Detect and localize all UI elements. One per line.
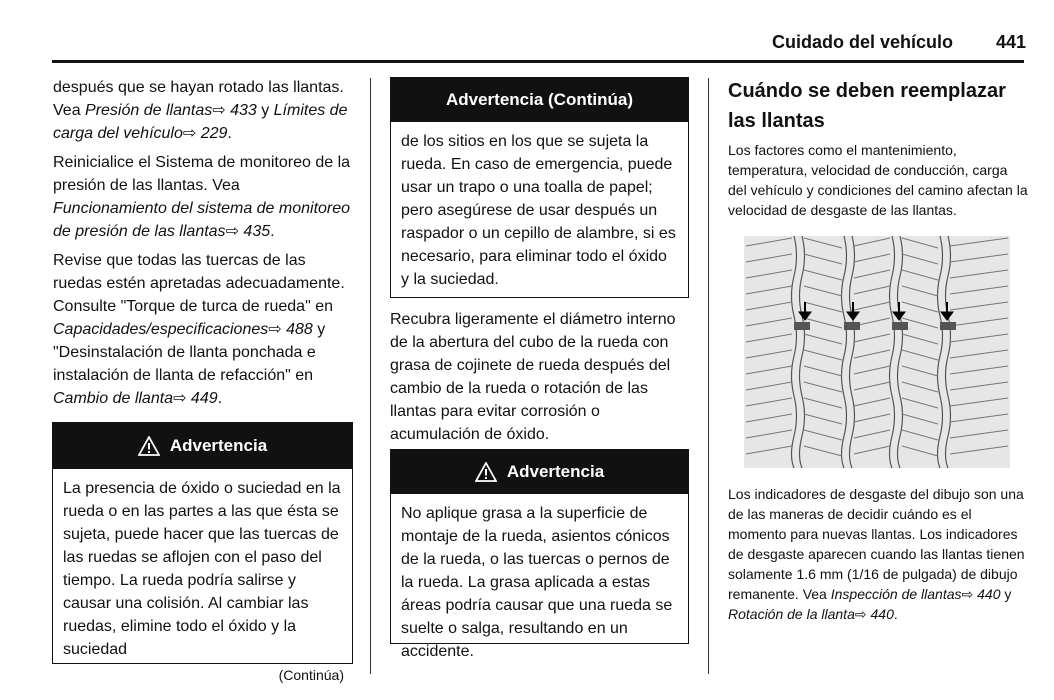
warning-title: Advertencia — [169, 436, 268, 455]
page-ref: 440 — [973, 586, 1001, 602]
warning-triangle-icon — [475, 462, 497, 482]
link-tpms-operation[interactable]: Funcionamiento del sistema de monitoreo de presión de las llantas — [53, 200, 351, 240]
arrow-right-icon: ⇨ — [173, 390, 187, 407]
arrow-right-icon: ⇨ — [212, 102, 226, 119]
page-ref: 488 — [281, 321, 313, 338]
tread-wear-indicator-illustration — [744, 236, 1010, 468]
warning-box-2 — [390, 449, 689, 660]
text: Revise que todas las tuercas de las ruedas estén apretadas adecuadamente. Consulte "Torque de turca de rueda" en — [53, 252, 345, 315]
warning-title: Advertencia — [506, 462, 605, 481]
section-title: Cuidado del vehículo — [772, 32, 954, 52]
page-ref: 435 — [238, 223, 271, 240]
warning-header — [391, 78, 688, 122]
paragraph-grease: Recubra ligeramente el diámetro interno de la abertura del cubo de la rueda con grasa de cojinete de rueda después del cambio de la rueda o rotación de las llantas para evitar corrosión o acumulación de óxido. — [390, 311, 676, 443]
column-3 — [728, 76, 1028, 226]
paragraph-rotation — [53, 76, 355, 145]
continues-label: (Continúa) — [278, 667, 344, 683]
text: . — [217, 390, 223, 407]
warning-triangle-icon — [138, 436, 160, 456]
paragraph-wear-indicators — [728, 484, 1028, 624]
text: y "Desinstalación de llanta ponchada e instalación de llanta de refacción" en — [53, 321, 326, 384]
header-rule — [52, 60, 1024, 63]
link-tire-inspection[interactable]: Inspección de llantas — [830, 586, 962, 602]
warning-header — [391, 450, 688, 494]
text: Los indicadores de desgaste del dibujo son una de las maneras de decidir cuándo es el momento para nuevas llantas. Los indicadores de desgaste aparecen cuando las llantas tienen solamente 1.6 mm (1/16 de pulgada) de dibujo remanente. Vea — [728, 486, 1025, 602]
arrow-right-icon: ⇨ — [268, 321, 282, 338]
text: Reinicialice el Sistema de monitoreo de la presión de las llantas. Vea — [53, 154, 351, 194]
link-tire-rotation[interactable]: Rotación de la llanta — [728, 606, 855, 622]
arrow-right-icon: ⇨ — [182, 125, 197, 142]
text: . — [270, 223, 275, 240]
arrow-right-icon: ⇨ — [961, 586, 974, 602]
column-divider-1 — [370, 78, 371, 674]
link-tire-changing[interactable]: Cambio de llanta — [53, 390, 174, 407]
page-number: 441 — [996, 32, 1027, 52]
warning-body: La presencia de óxido o suciedad en la rueda o en las partes a las que ésta se sujeta, puede hacer que las tuercas de las ruedas se aflojen con el paso del tiempo. La rueda podría salirse y causar una colisión. Al cambiar las ruedas, elimine todo el óxido y la suciedad — [63, 480, 341, 658]
paragraph-reset-tpms — [53, 151, 355, 243]
warning-header — [53, 423, 352, 469]
warning-body: No aplique grasa a la superficie de montaje de la rueda, asientos cónicos de la rueda, o las tuercas o pernos de la rueda. La grasa aplicada a estas áreas podría causar que una rueda se suelte o salga, resultando en un accidente. — [401, 505, 673, 660]
text: . — [893, 606, 898, 622]
arrow-right-icon: ⇨ — [854, 606, 867, 622]
page-ref: 229 — [196, 125, 228, 142]
link-vehicle-load-limits[interactable]: Límites de carga del vehículo — [53, 102, 348, 142]
text: y — [256, 102, 274, 119]
section-heading: Cuándo se deben reemplazar las llantas — [728, 80, 1006, 132]
link-capacities-specs[interactable]: Capacidades/especificaciones — [53, 321, 269, 338]
paragraph-wear-factors: Los factores como el mantenimiento, temperatura, velocidad de conducción, carga del vehículo y condiciones del camino afectan la velocidad de desgaste de las llantas. — [728, 142, 1028, 218]
link-tire-pressure[interactable]: Presión de llantas — [85, 102, 213, 119]
warning-body: de los sitios en los que se sujeta la rueda. En caso de emergencia, puede usar un trapo o una toalla de papel; pero asegúrese de usar después un raspador o un cepillo de alambre, si es necesario, para eliminar todo el óxido y la suciedad. — [401, 133, 676, 288]
text: . — [227, 125, 232, 142]
column-1 — [53, 76, 355, 416]
text: y — [1000, 586, 1012, 602]
page-ref: 440 — [866, 606, 894, 622]
arrow-right-icon: ⇨ — [225, 223, 239, 240]
paragraph-check-nuts — [53, 249, 355, 410]
page-ref: 449 — [186, 390, 218, 407]
warning-box-1 — [52, 422, 353, 683]
column-divider-2 — [708, 78, 709, 674]
warning-title: Advertencia (Continúa) — [445, 90, 634, 109]
text: después que se hayan rotado las llantas. Vea — [53, 79, 344, 119]
warning-box-continued — [390, 77, 689, 298]
page-ref: 433 — [225, 102, 257, 119]
